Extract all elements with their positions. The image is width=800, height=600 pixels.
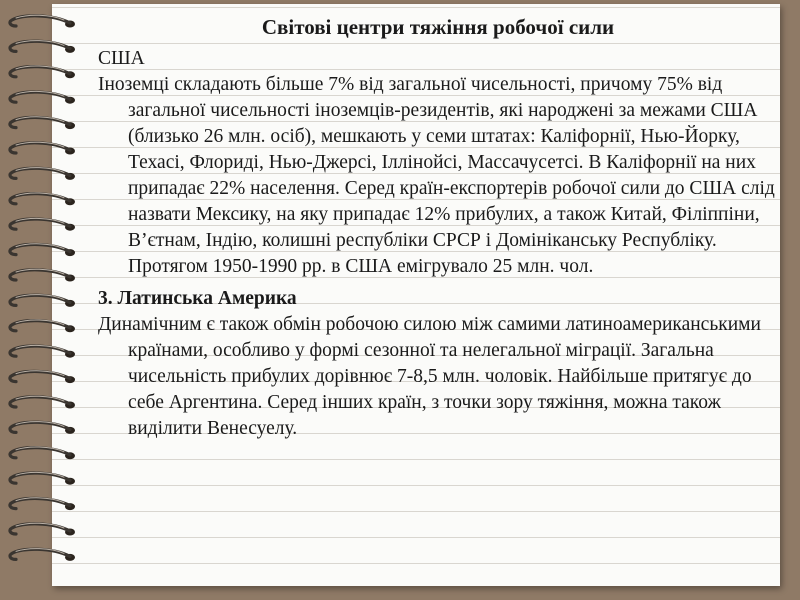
spiral-ring-icon [10, 218, 75, 230]
spiral-ring-icon [10, 91, 75, 103]
spiral-ring-icon [10, 117, 75, 129]
spiral-ring-icon [10, 320, 75, 332]
section-heading-usa: США [98, 48, 145, 69]
spiral-ring-icon [10, 15, 75, 27]
section-heading-latin-america: 3. Латинська Америка [98, 288, 297, 309]
spiral-ring-icon [10, 295, 75, 307]
spiral-ring-icon [10, 498, 75, 510]
spiral-ring-icon [10, 244, 75, 256]
spiral-ring-icon [10, 447, 75, 459]
slide-content [98, 12, 778, 444]
page-title: Світові центри тяжіння робочої сили [261, 15, 615, 39]
spiral-ring-icon [10, 422, 75, 434]
section-text-latin-america: Динамічним є також обмін робочою силою між самими латиноамериканськими країнами, особливо у формі сезонної та нелегальної міграції. Загальна чисельність прибулих дорівнює 7-8,5 млн. чоловік. Найбільше притягує до себе Аргентина. Серед інших країн, з точки зору тяжіння, можна також виділити Венесуелу. [98, 314, 761, 439]
spiral-ring-icon [10, 66, 75, 78]
spiral-ring-icon [10, 41, 75, 53]
spiral-ring-icon [10, 549, 75, 561]
spiral-binding-rings-icon [0, 0, 90, 600]
spiral-ring-icon [10, 168, 75, 180]
spiral-ring-icon [10, 472, 75, 484]
spiral-ring-icon [10, 396, 75, 408]
section-text-usa: Іноземці складають більше 7% від загальної чисельності, причому 75% від загальної чисельності іноземців-резидентів, які народжені за межами США (близько 26 млн. осіб), мешкають у семи штатах: Каліфорнії, Нью-Йорку, Техасі, Флориді, Нью-Джерсі, Іллінойсі, Массачусетсі. В Каліфорнії на них припадає 22% населення. Серед країн-експортерів робочої сили до США слід назвати Мексику, на яку припадає 12% прибулих, а також Китай, Філіппіни, В’єтнам, Індію, колишні республіки СРСР і Домініканську Республіку. Протягом 1950-1990 рр. в США емігрувало 25 млн. чол. [98, 74, 775, 277]
spiral-ring-icon [10, 371, 75, 383]
spiral-ring-icon [10, 523, 75, 535]
spiral-ring-icon [10, 345, 75, 357]
spiral-ring-icon [10, 193, 75, 205]
spiral-ring-icon [10, 142, 75, 154]
spiral-ring-icon [10, 269, 75, 281]
